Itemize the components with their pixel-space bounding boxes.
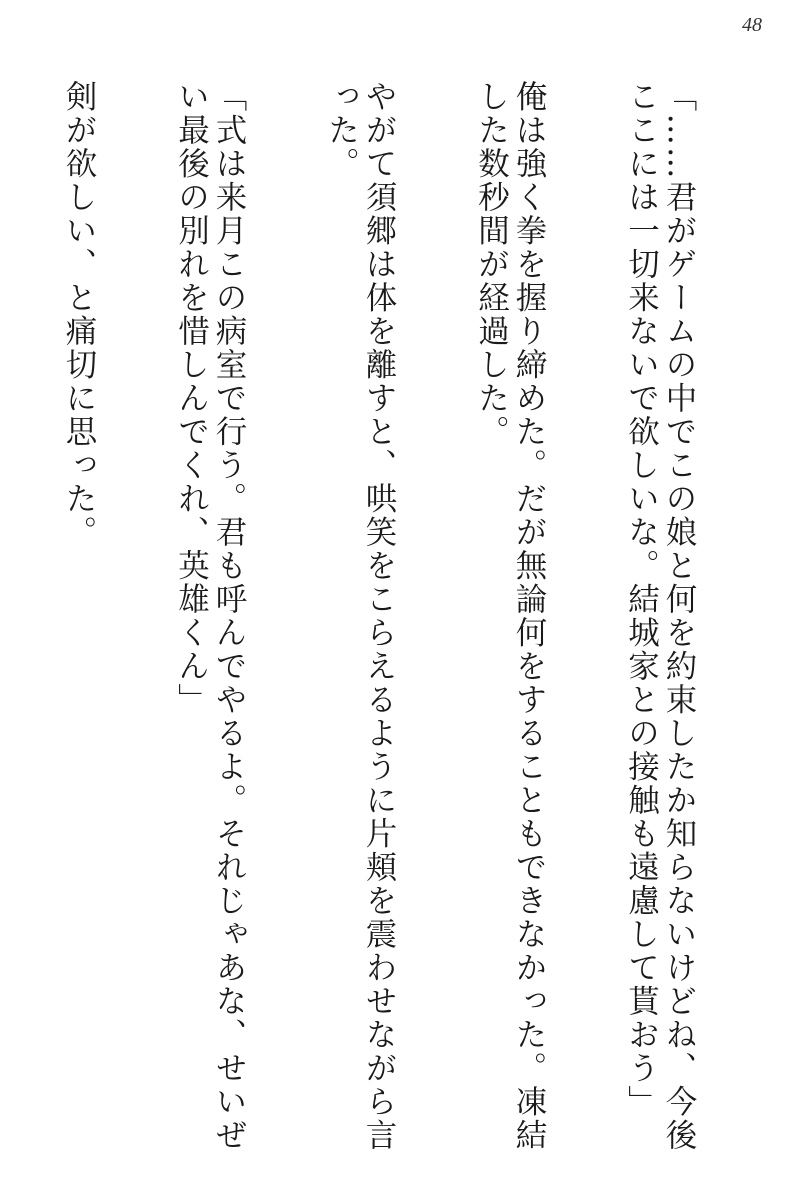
paragraph: 剣が欲しい、と痛切に思った。: [61, 80, 97, 549]
paragraph: 「……君がゲームの中でこの娘と何を約束したか知らないけどね、今後ここには一切来ないで欲しいな。結城家との接触も遠慮して貰おう」: [623, 80, 697, 1152]
vertical-text-body: [0, 80, 772, 1180]
paragraph: やがて須郷は体を離すと、哄笑をこらえるように片頬を震わせながら言った。: [323, 80, 397, 1152]
paragraph: 「式は来月この病室で行う。君も呼んでやるよ。それじゃあな、せいぜい最後の別れを惜しんでくれ、英雄くん」: [173, 80, 247, 1152]
paragraph: 俺は強く拳を握り締めた。だが無論何をすることもできなかった。凍結した数秒間が経過した。: [473, 80, 547, 1152]
page-number: 48: [742, 14, 762, 36]
